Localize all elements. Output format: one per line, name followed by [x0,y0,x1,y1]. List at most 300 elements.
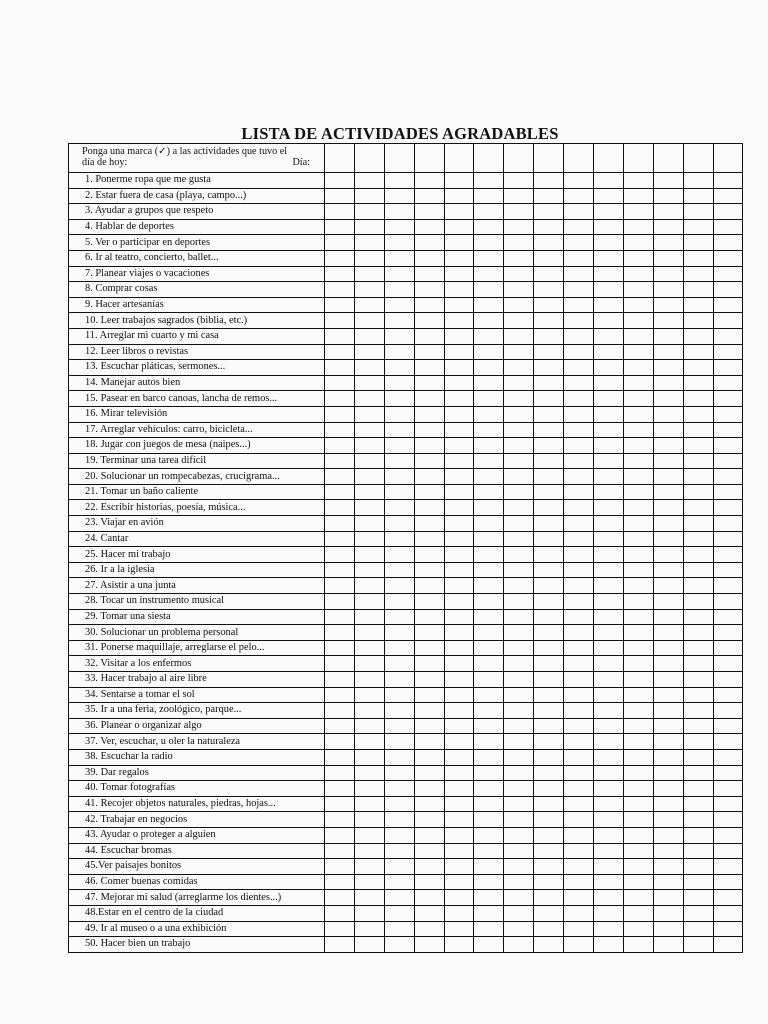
check-cell[interactable] [354,859,384,875]
check-cell[interactable] [444,438,474,454]
check-cell[interactable] [384,781,414,797]
check-cell[interactable] [653,640,683,656]
check-cell[interactable] [623,204,653,220]
check-cell[interactable] [384,703,414,719]
check-cell[interactable] [683,656,713,672]
check-cell[interactable] [414,640,444,656]
check-cell[interactable] [594,672,624,688]
check-cell[interactable] [623,297,653,313]
check-cell[interactable] [354,812,384,828]
check-cell[interactable] [384,812,414,828]
check-cell[interactable] [623,859,653,875]
check-cell[interactable] [623,765,653,781]
check-cell[interactable] [534,843,564,859]
check-cell[interactable] [683,250,713,266]
check-cell[interactable] [683,406,713,422]
check-cell[interactable] [474,188,504,204]
check-cell[interactable] [384,609,414,625]
check-cell[interactable] [713,453,743,469]
check-cell[interactable] [713,812,743,828]
check-cell[interactable] [444,235,474,251]
check-cell[interactable] [444,578,474,594]
check-cell[interactable] [414,344,444,360]
check-cell[interactable] [534,672,564,688]
check-cell[interactable] [444,453,474,469]
check-cell[interactable] [504,625,534,641]
check-cell[interactable] [653,391,683,407]
check-cell[interactable] [414,672,444,688]
check-cell[interactable] [683,422,713,438]
check-cell[interactable] [534,360,564,376]
check-cell[interactable] [384,531,414,547]
check-cell[interactable] [354,297,384,313]
check-cell[interactable] [384,422,414,438]
check-cell[interactable] [384,344,414,360]
check-cell[interactable] [594,469,624,485]
check-cell[interactable] [564,438,594,454]
check-cell[interactable] [534,656,564,672]
check-cell[interactable] [504,235,534,251]
check-cell[interactable] [504,313,534,329]
check-cell[interactable] [504,173,534,189]
check-cell[interactable] [623,796,653,812]
check-cell[interactable] [384,250,414,266]
check-cell[interactable] [713,469,743,485]
check-cell[interactable] [354,890,384,906]
check-cell[interactable] [653,438,683,454]
check-cell[interactable] [325,204,355,220]
check-cell[interactable] [534,344,564,360]
check-cell[interactable] [534,890,564,906]
check-cell[interactable] [623,827,653,843]
check-cell[interactable] [653,843,683,859]
check-cell[interactable] [504,859,534,875]
check-cell[interactable] [653,749,683,765]
check-cell[interactable] [444,827,474,843]
check-cell[interactable] [325,687,355,703]
check-cell[interactable] [683,672,713,688]
day-column-header-cell[interactable] [713,144,743,173]
check-cell[interactable] [504,547,534,563]
check-cell[interactable] [325,625,355,641]
check-cell[interactable] [623,313,653,329]
check-cell[interactable] [384,937,414,953]
check-cell[interactable] [414,749,444,765]
check-cell[interactable] [444,391,474,407]
check-cell[interactable] [683,235,713,251]
check-cell[interactable] [474,594,504,610]
check-cell[interactable] [534,562,564,578]
check-cell[interactable] [504,266,534,282]
check-cell[interactable] [444,469,474,485]
check-cell[interactable] [504,297,534,313]
check-cell[interactable] [504,921,534,937]
check-cell[interactable] [594,781,624,797]
check-cell[interactable] [653,687,683,703]
check-cell[interactable] [444,609,474,625]
check-cell[interactable] [713,905,743,921]
check-cell[interactable] [504,531,534,547]
check-cell[interactable] [623,749,653,765]
check-cell[interactable] [713,250,743,266]
check-cell[interactable] [414,173,444,189]
check-cell[interactable] [444,890,474,906]
check-cell[interactable] [594,344,624,360]
check-cell[interactable] [444,874,474,890]
check-cell[interactable] [414,204,444,220]
check-cell[interactable] [594,718,624,734]
check-cell[interactable] [594,219,624,235]
check-cell[interactable] [354,718,384,734]
check-cell[interactable] [474,531,504,547]
check-cell[interactable] [414,484,444,500]
day-column-header-cell[interactable] [564,144,594,173]
check-cell[interactable] [414,937,444,953]
check-cell[interactable] [384,625,414,641]
check-cell[interactable] [623,640,653,656]
check-cell[interactable] [504,360,534,376]
check-cell[interactable] [594,874,624,890]
check-cell[interactable] [325,516,355,532]
check-cell[interactable] [594,703,624,719]
check-cell[interactable] [653,859,683,875]
check-cell[interactable] [414,578,444,594]
check-cell[interactable] [713,578,743,594]
check-cell[interactable] [325,344,355,360]
check-cell[interactable] [504,765,534,781]
check-cell[interactable] [474,173,504,189]
check-cell[interactable] [594,640,624,656]
check-cell[interactable] [713,874,743,890]
check-cell[interactable] [564,874,594,890]
check-cell[interactable] [653,204,683,220]
check-cell[interactable] [713,516,743,532]
check-cell[interactable] [444,422,474,438]
check-cell[interactable] [564,656,594,672]
check-cell[interactable] [474,609,504,625]
check-cell[interactable] [354,687,384,703]
check-cell[interactable] [444,796,474,812]
check-cell[interactable] [325,562,355,578]
check-cell[interactable] [594,375,624,391]
check-cell[interactable] [653,781,683,797]
check-cell[interactable] [534,921,564,937]
check-cell[interactable] [534,937,564,953]
check-cell[interactable] [534,235,564,251]
check-cell[interactable] [504,282,534,298]
check-cell[interactable] [354,453,384,469]
check-cell[interactable] [414,375,444,391]
check-cell[interactable] [683,796,713,812]
check-cell[interactable] [653,734,683,750]
check-cell[interactable] [474,937,504,953]
check-cell[interactable] [414,516,444,532]
check-cell[interactable] [414,313,444,329]
check-cell[interactable] [713,672,743,688]
check-cell[interactable] [354,516,384,532]
check-cell[interactable] [564,734,594,750]
check-cell[interactable] [713,531,743,547]
check-cell[interactable] [354,672,384,688]
check-cell[interactable] [713,625,743,641]
check-cell[interactable] [653,531,683,547]
check-cell[interactable] [653,609,683,625]
day-column-header-cell[interactable] [474,144,504,173]
check-cell[interactable] [474,812,504,828]
check-cell[interactable] [414,360,444,376]
check-cell[interactable] [564,531,594,547]
check-cell[interactable] [594,921,624,937]
check-cell[interactable] [325,640,355,656]
check-cell[interactable] [564,188,594,204]
check-cell[interactable] [713,266,743,282]
check-cell[interactable] [444,672,474,688]
check-cell[interactable] [623,672,653,688]
check-cell[interactable] [414,250,444,266]
check-cell[interactable] [414,500,444,516]
check-cell[interactable] [354,594,384,610]
check-cell[interactable] [504,827,534,843]
check-cell[interactable] [325,547,355,563]
check-cell[interactable] [354,827,384,843]
check-cell[interactable] [683,905,713,921]
check-cell[interactable] [325,406,355,422]
check-cell[interactable] [534,219,564,235]
check-cell[interactable] [325,937,355,953]
check-cell[interactable] [683,781,713,797]
check-cell[interactable] [354,391,384,407]
check-cell[interactable] [534,625,564,641]
check-cell[interactable] [504,516,534,532]
check-cell[interactable] [354,905,384,921]
check-cell[interactable] [623,656,653,672]
check-cell[interactable] [564,796,594,812]
check-cell[interactable] [683,687,713,703]
check-cell[interactable] [474,874,504,890]
check-cell[interactable] [623,282,653,298]
check-cell[interactable] [623,703,653,719]
check-cell[interactable] [653,656,683,672]
check-cell[interactable] [594,812,624,828]
check-cell[interactable] [564,547,594,563]
check-cell[interactable] [384,219,414,235]
check-cell[interactable] [713,859,743,875]
check-cell[interactable] [594,843,624,859]
check-cell[interactable] [713,422,743,438]
check-cell[interactable] [623,921,653,937]
check-cell[interactable] [325,874,355,890]
check-cell[interactable] [325,594,355,610]
check-cell[interactable] [474,391,504,407]
check-cell[interactable] [534,640,564,656]
check-cell[interactable] [713,173,743,189]
check-cell[interactable] [713,484,743,500]
check-cell[interactable] [414,921,444,937]
check-cell[interactable] [623,531,653,547]
check-cell[interactable] [564,890,594,906]
check-cell[interactable] [384,905,414,921]
check-cell[interactable] [474,235,504,251]
check-cell[interactable] [534,484,564,500]
check-cell[interactable] [623,235,653,251]
check-cell[interactable] [504,843,534,859]
check-cell[interactable] [414,235,444,251]
check-cell[interactable] [474,297,504,313]
check-cell[interactable] [564,406,594,422]
check-cell[interactable] [354,734,384,750]
check-cell[interactable] [325,703,355,719]
check-cell[interactable] [325,250,355,266]
check-cell[interactable] [474,718,504,734]
check-cell[interactable] [683,578,713,594]
check-cell[interactable] [534,749,564,765]
check-cell[interactable] [653,516,683,532]
check-cell[interactable] [653,578,683,594]
check-cell[interactable] [534,827,564,843]
check-cell[interactable] [653,827,683,843]
check-cell[interactable] [474,250,504,266]
check-cell[interactable] [414,812,444,828]
check-cell[interactable] [623,625,653,641]
check-cell[interactable] [384,438,414,454]
check-cell[interactable] [564,484,594,500]
check-cell[interactable] [534,594,564,610]
check-cell[interactable] [653,890,683,906]
check-cell[interactable] [564,173,594,189]
check-cell[interactable] [474,578,504,594]
check-cell[interactable] [564,219,594,235]
check-cell[interactable] [653,718,683,734]
check-cell[interactable] [504,328,534,344]
check-cell[interactable] [474,843,504,859]
check-cell[interactable] [325,219,355,235]
check-cell[interactable] [474,516,504,532]
check-cell[interactable] [683,718,713,734]
check-cell[interactable] [683,921,713,937]
check-cell[interactable] [325,453,355,469]
check-cell[interactable] [594,297,624,313]
check-cell[interactable] [534,328,564,344]
check-cell[interactable] [354,625,384,641]
check-cell[interactable] [683,344,713,360]
check-cell[interactable] [623,344,653,360]
check-cell[interactable] [384,827,414,843]
check-cell[interactable] [713,391,743,407]
check-cell[interactable] [594,547,624,563]
check-cell[interactable] [354,562,384,578]
check-cell[interactable] [683,827,713,843]
check-cell[interactable] [683,843,713,859]
check-cell[interactable] [325,313,355,329]
check-cell[interactable] [325,422,355,438]
check-cell[interactable] [653,266,683,282]
check-cell[interactable] [325,905,355,921]
check-cell[interactable] [713,313,743,329]
check-cell[interactable] [683,188,713,204]
check-cell[interactable] [384,718,414,734]
check-cell[interactable] [444,749,474,765]
check-cell[interactable] [414,781,444,797]
check-cell[interactable] [683,562,713,578]
check-cell[interactable] [504,796,534,812]
check-cell[interactable] [444,937,474,953]
check-cell[interactable] [653,328,683,344]
check-cell[interactable] [474,796,504,812]
check-cell[interactable] [444,328,474,344]
check-cell[interactable] [384,765,414,781]
check-cell[interactable] [683,500,713,516]
check-cell[interactable] [594,656,624,672]
day-column-header-cell[interactable] [653,144,683,173]
check-cell[interactable] [594,360,624,376]
check-cell[interactable] [325,749,355,765]
check-cell[interactable] [653,921,683,937]
check-cell[interactable] [414,905,444,921]
check-cell[interactable] [594,594,624,610]
check-cell[interactable] [325,843,355,859]
check-cell[interactable] [474,890,504,906]
day-column-header-cell[interactable] [683,144,713,173]
check-cell[interactable] [325,890,355,906]
check-cell[interactable] [474,672,504,688]
check-cell[interactable] [474,313,504,329]
check-cell[interactable] [474,406,504,422]
check-cell[interactable] [474,687,504,703]
check-cell[interactable] [414,282,444,298]
check-cell[interactable] [683,328,713,344]
check-cell[interactable] [594,890,624,906]
check-cell[interactable] [653,937,683,953]
check-cell[interactable] [444,594,474,610]
check-cell[interactable] [713,406,743,422]
check-cell[interactable] [384,874,414,890]
check-cell[interactable] [653,765,683,781]
check-cell[interactable] [713,703,743,719]
check-cell[interactable] [414,718,444,734]
check-cell[interactable] [325,765,355,781]
check-cell[interactable] [564,578,594,594]
check-cell[interactable] [504,422,534,438]
check-cell[interactable] [594,531,624,547]
check-cell[interactable] [414,422,444,438]
check-cell[interactable] [384,406,414,422]
check-cell[interactable] [325,235,355,251]
check-cell[interactable] [564,422,594,438]
check-cell[interactable] [594,453,624,469]
check-cell[interactable] [325,827,355,843]
check-cell[interactable] [594,609,624,625]
check-cell[interactable] [325,438,355,454]
check-cell[interactable] [683,219,713,235]
check-cell[interactable] [683,282,713,298]
check-cell[interactable] [683,734,713,750]
check-cell[interactable] [653,562,683,578]
check-cell[interactable] [623,562,653,578]
check-cell[interactable] [325,578,355,594]
check-cell[interactable] [325,266,355,282]
check-cell[interactable] [713,297,743,313]
check-cell[interactable] [414,531,444,547]
check-cell[interactable] [444,173,474,189]
check-cell[interactable] [713,843,743,859]
check-cell[interactable] [534,516,564,532]
check-cell[interactable] [354,531,384,547]
check-cell[interactable] [623,812,653,828]
check-cell[interactable] [414,453,444,469]
check-cell[interactable] [594,796,624,812]
check-cell[interactable] [623,406,653,422]
check-cell[interactable] [474,219,504,235]
